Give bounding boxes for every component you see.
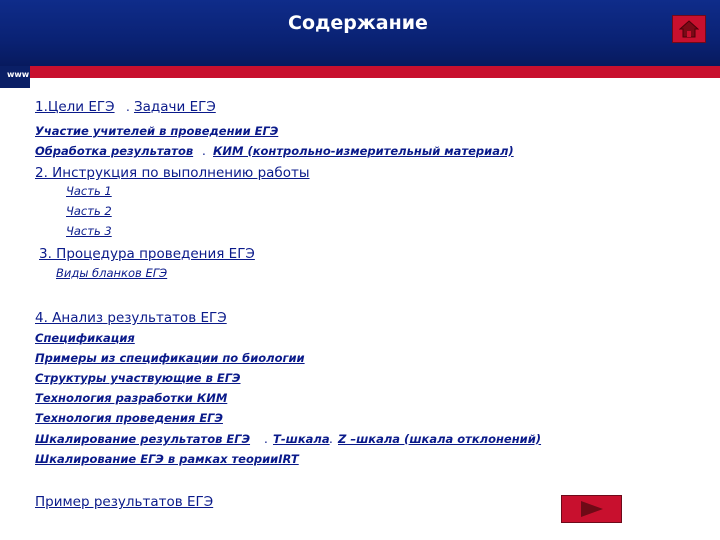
- next-slide-button[interactable]: [561, 495, 622, 523]
- link-t-scale[interactable]: Т-шкала: [273, 432, 330, 446]
- home-button[interactable]: [672, 15, 706, 43]
- link-kim[interactable]: КИМ (контрольно-измерительный материал): [213, 144, 514, 158]
- link-kim-technology[interactable]: Технология разработки КИМ: [35, 391, 228, 405]
- link-part-1[interactable]: Часть 1: [66, 184, 112, 198]
- link-instruction[interactable]: 2. Инструкция по выполнению работы: [35, 165, 310, 181]
- link-tasks[interactable]: Задачи ЕГЭ: [134, 99, 216, 115]
- link-specification[interactable]: Спецификация: [35, 331, 135, 345]
- link-conduct-technology[interactable]: Технология проведения ЕГЭ: [35, 411, 223, 425]
- link-analysis[interactable]: 4. Анализ результатов ЕГЭ: [35, 310, 227, 326]
- link-teachers-participation[interactable]: Участие учителей в проведении ЕГЭ: [35, 124, 279, 138]
- link-results-processing[interactable]: Обработка результатов: [35, 144, 194, 158]
- link-procedure[interactable]: 3. Процедура проведения ЕГЭ: [39, 246, 255, 262]
- link-part-2[interactable]: Часть 2: [66, 204, 112, 218]
- link-forms[interactable]: Виды бланков ЕГЭ: [56, 266, 168, 280]
- header-accent-stripe: [0, 66, 720, 78]
- separator-dot: .: [264, 432, 268, 446]
- play-arrow-icon: [579, 500, 605, 518]
- link-structures[interactable]: Структуры участвующие в ЕГЭ: [35, 371, 241, 385]
- link-goals[interactable]: 1.Цели ЕГЭ: [35, 99, 115, 115]
- separator-dot: .: [329, 432, 333, 446]
- separator-dot: .: [126, 100, 130, 114]
- logo-mark: www: [7, 70, 30, 79]
- page-title: Содержание: [288, 12, 428, 34]
- link-part-3[interactable]: Часть 3: [66, 224, 112, 238]
- link-irt-scaling[interactable]: Шкалирование ЕГЭ в рамках теорииIRT: [35, 452, 299, 466]
- home-icon: [679, 20, 699, 38]
- link-z-scale[interactable]: Z –шкала (шкала отклонений): [338, 432, 542, 446]
- link-example-results[interactable]: Пример результатов ЕГЭ: [35, 494, 214, 510]
- link-biology-examples[interactable]: Примеры из спецификации по биологии: [35, 351, 305, 365]
- link-results-scaling[interactable]: Шкалирование результатов ЕГЭ: [35, 432, 251, 446]
- separator-dot: .: [202, 144, 206, 158]
